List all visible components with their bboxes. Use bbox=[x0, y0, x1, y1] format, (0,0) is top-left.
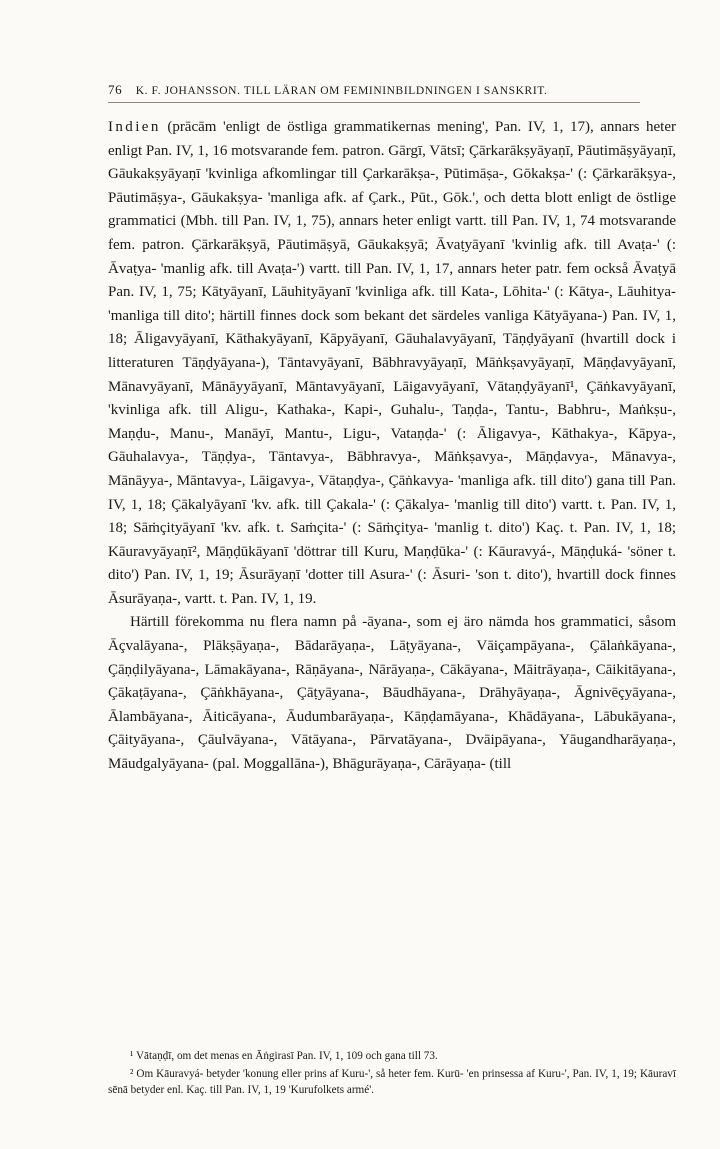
paragraph-2: Härtill förekomma nu flera namn på -āyana-, som ej äro nämda hos grammatici, såsom Āçvalāyana-, Plākṣāyaṇa-, Bādarāyaṇa-, Lāṭyāyana-, Vāiçampāyana-, Çālaṅkāyana-, Çāṇḍilyāyana-, Lāmakāyana-, Rāṇāyana-, Nārāyaṇa-, Cākāyana-, Māitrāyaṇa-, Cāikitāyana-, Çākaṭāyana-, Çāṅkhāyana-, Çāṭyāyana-, Bāudhāyana-, Drāhyāyaṇa-, Āgnivēçyāyana-, Ālambāyana-, Āiticāyana-, Āudumbarāyaṇa-, Kāṇḍamāyana-, Khādāyana-, Lābukāyana-, Çāityāyana-, Çāulvāyana-, Vātāyana-, Pārvatāyana-, Dvāipāyana-, Yāugandharāyaṇa-, Māudgalyāyana- (pal. Moggallāna-), Bhāgurāyaṇa-, Cārāyaṇa- (till bbox=[108, 614, 676, 773]
main-text bbox=[108, 116, 676, 777]
running-title: K. F. JOHANSSON. TILL LÄRAN OM FEMININBILDNINGEN I SANSKRIT. bbox=[135, 85, 548, 97]
paragraph-1-text: (prācām 'enligt de östliga grammatikernas mening', Pan. IV, 1, 17), annars heter enligt Pan. IV, 1, 16 motsvarande fem. patron. Gārgī, Vātsī; Çārkarākṣyāyaṇī, Pāutimāṣyāyaṇī, Gāukakṣyāyaṇī 'kvinliga afkomlingar till Çarkarākṣa-, Pūtimāṣa-, Gōkakṣa-' (: Çārkarākṣya-, Pāutimāṣya-, Gāukakṣya- 'manliga afk. af Çark., Pūt., Gōk.', och detta blott enligt de östlige grammatici (Mbh. till Pan. IV, 1, 75), annars heter enligt vartt. till Pan. IV, 1, 74 motsvarande fem. patron. Çārkarākṣyā, Pāutimāṣyā, Gāukakṣyā; Āvaṭyāyanī 'kvinlig afk. till Avaṭa-' (: Āvaṭya- 'manlig afk. till Avaṭa-') vartt. till Pan. IV, 1, 17, annars heter patr. fem också Āvaṭyā Pan. IV, 1, 75; Kātyāyanī, Lāuhityāyanī 'kvinliga afk. till Kata-, Lōhita-' (: Kātya-, Lāuhitya- 'manliga till dito'; härtill finnes dock som bekant det särdeles vanliga Kātyāyana-) Pan. IV, 1, 18; Āligavyāyanī, Kāthakyāyanī, Kāpyāyanī, Gāuhalavyāyanī, Tāṇḍyāyanī (hvartill dock i litteraturen Tāṇḍyāyana-), Tāntavyāyanī, Bābhravyāyaṇī, Māṅkṣavyāyaṇī, Māṇḍavyāyanī, Mānavyāyanī, Mānāyyāyanī, Māntavyāyanī, Lāigavyāyanī, Vātaṇḍyāyanī¹, Çāṅkavyāyanī, 'kvinliga afk. till Aligu-, Kathaka-, Kapi-, Guhalu-, Taṇḍa-, Tantu-, Babhru-, Maṅkṣu-, Maṇḍu-, Manu-, Manāyī, Mantu-, Ligu-, Vataṇḍa-' (: Āligavya-, Kāthakya-, Kāpya-, Gāuhalavya-, Tāṇḍya-, Tāntavya-, Bābhravya-, Māṅkṣavya-, Māṇḍavya-, Mānavya-, Mānāyya-, Māntavya-, Lāigavya-, Vātaṇḍya-, Çāṅkavya- 'manliga afk. till dito') gana till Pan. IV, 1, 18; Çākalyāyanī 'kv. afk. till Çakala-' (: Çākalya- 'manlig till dito') vartt. t. Pan. IV, 1, 18; Sāṁçityāyanī 'kv. afk. t. Saṁçita-' (: Sāṁçitya- 'manlig t. dito') Kaç. t. Pan. IV, 1, 18; Kāuravyāyaṇī², Māṇḍūkāyanī 'döttrar till Kuru, Maṇḍūka-' (: Kāuravyá-, Māṇḍuká- 'söner t. dito') Pan. IV, 1, 19; Āsurāyaṇī 'dotter till Asura-' (: Āsuri- 'son t. dito'), hvartill dock finnes Āsurāyaṇa-, vartt. t. Pan. IV, 1, 19. bbox=[108, 119, 676, 607]
running-header bbox=[108, 82, 628, 98]
header-rule bbox=[108, 102, 640, 103]
footnote-1: ¹ Vātaṇḍī, om det menas en Āṅgirasī Pan. IV, 1, 109 och gana till 73. bbox=[130, 1050, 438, 1062]
lead-word: Indien bbox=[108, 119, 161, 135]
paragraph-1 bbox=[108, 116, 676, 611]
footnotes bbox=[108, 1048, 676, 1100]
footnote-2: ² Om Kāuravyá- betyder 'konung eller prins af Kuru-', så heter fem. Kurū- 'en prinsessa af Kuru-', Pan. IV, 1, 19; Kāuravī sēnā betyder enl. Kaç. till Pan. IV, 1, 19 'Kurufolkets armé'. bbox=[108, 1068, 676, 1096]
page-number: 76 bbox=[108, 82, 123, 97]
